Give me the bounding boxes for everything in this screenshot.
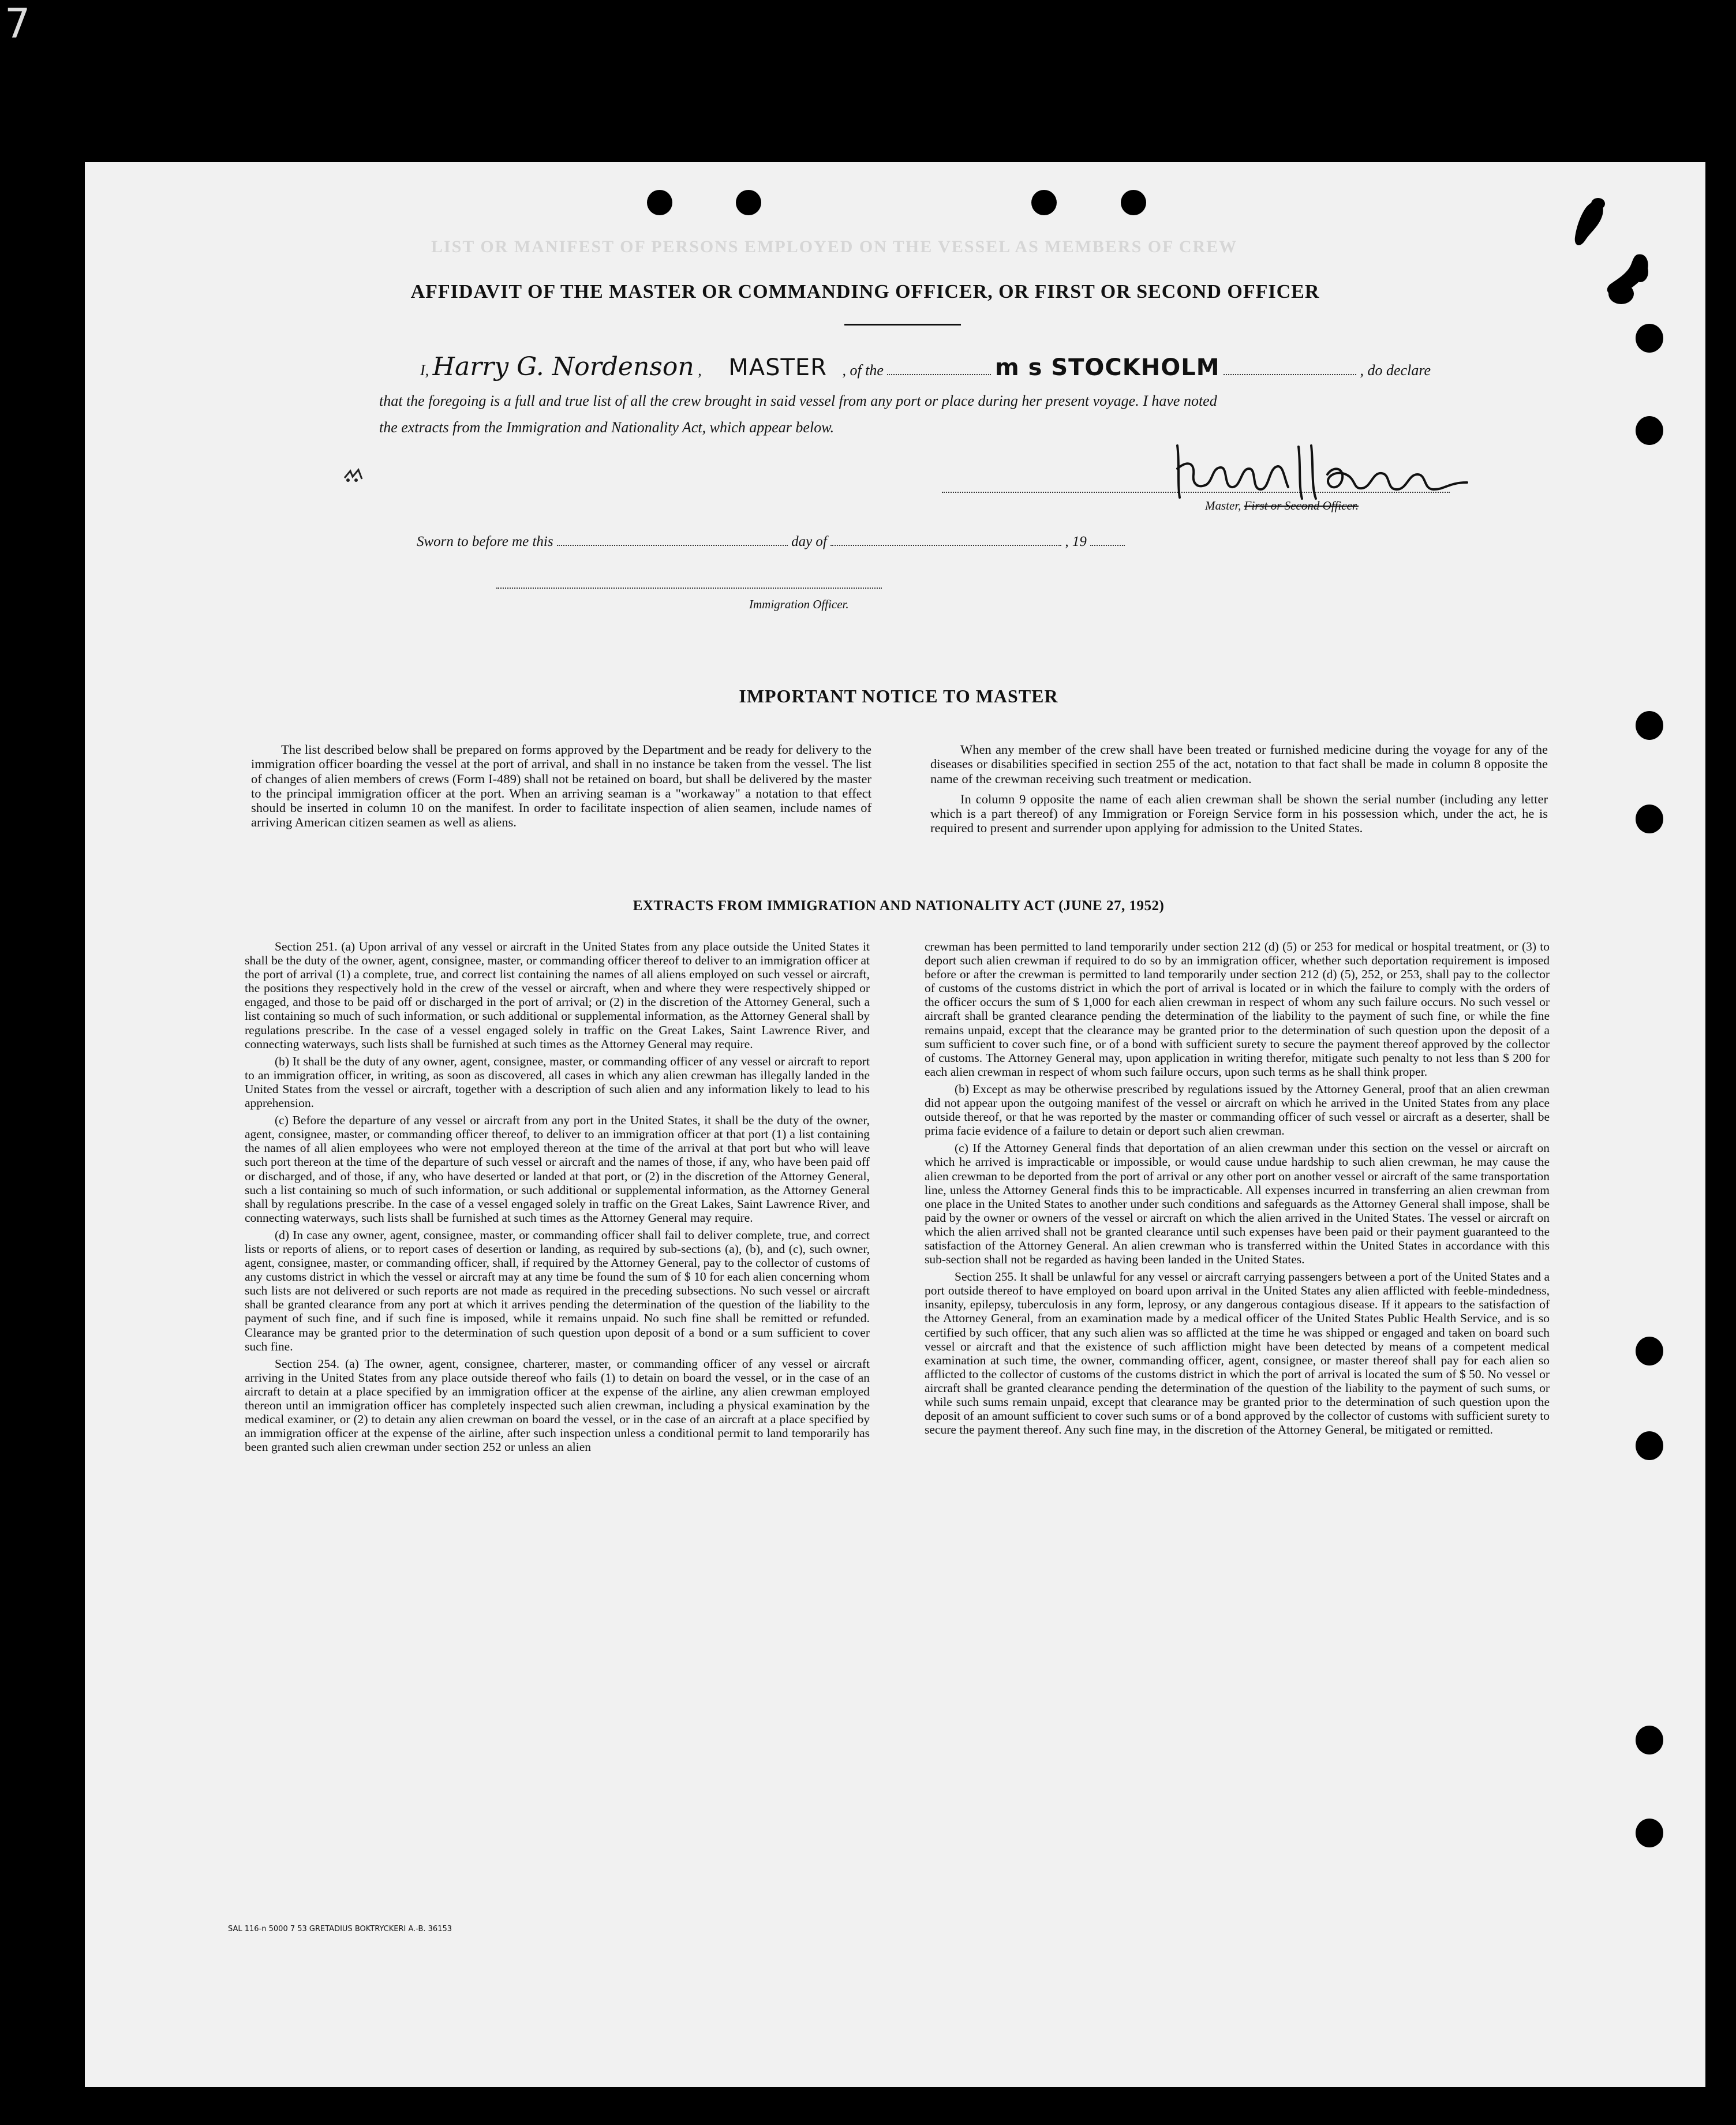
section-251d: (d) In case any owner, agent, consignee, master, or commanding officer shall fail to deliver complete, true, and correct lists or reports of aliens, or to report cases of desertion or landing, as required by sub-sections (a), (b), and (c), such owner, agent, consignee, master, or commanding officer, shall, if required by the Attorney General, pay to the collector of customs of any customs district in which the vessel or aircraft may at any time be found the sum of $ 10 for each alien concerning whom such lists are not delivered or such reports are not made as required in the preceding subsections. No such vessel or aircraft shall be granted clearance from any port at which it arrives pending the determination of the question of the liability to the payment of such fine, and if such fine is imposed, while it remains unpaid. No such fine shall be remitted or refunded. Clearance may be granted prior to the determination of such question upon deposit of a bond or a sum sufficient to cover such fine. <box>245 1228 870 1353</box>
sworn-day: day of <box>791 534 827 549</box>
officer-signature-line <box>496 588 882 589</box>
caption-master: Master, <box>1205 499 1241 512</box>
notice-left: The list described below shall be prepared on forms approved by the Department and be ready for delivery to the immigration officer boarding the vessel at the port of arrival, and shall in no instance be taken from the vessel. The list of changes of alien members of crews (Form I-489) shall not be retained on board, but shall be delivered by the master to the principal immigration officer at the port. When an arriving seaman is a "workaway" a notation to that effect should be inserted in column 10 on the manifest. In order to facilitate inspection of alien seamen, include names of arriving American citizen seamen as well as aliens. <box>251 742 871 830</box>
punch-hole <box>1636 1726 1663 1754</box>
notice-right: When any member of the crew shall have been treated or furnished medicine during the voyage for any of the diseases or disabilities specified in section 255 of the act, notation to that fact shall be made in column 8 opposite the name of the crewman receiving such treatment or medication. In column 9 opposite the name of each alien crewman shall be shown the serial number (including any letter which is a part thereof) of any Immigration or Foreign Service form in his possession which, under the act, he is required to present and surrender upon applying for admission to the United States. <box>930 742 1548 836</box>
rank: MASTER <box>728 354 827 381</box>
declaration-prefix: I, <box>420 362 429 379</box>
section-254c: (c) If the Attorney General finds that deportation of an alien crewman under this section on the vessel or aircraft on which he arrived is impracticable or impossible, or would cause undue hardship to such alien crewman, he may cause the alien crewman to be deported from the port of arrival or any other port on another vessel or aircraft of the same transportation line, unless the Attorney General finds this to be impracticable. All expenses incurred in transferring an alien crewman from one place in the United States to another under such conditions and safeguards as the Attorney General shall impose, shall be paid by the owner or owners of the vessel or aircraft on which the alien arrived in the United States. The vessel or aircraft on which the alien arrived shall not be granted clearance until such expenses have been paid or their payment guaranteed to the satisfaction of the Attorney General. An alien crewman who is transferred within the United States in accordance with this sub-section shall not be regarded as having been landed in the United States. <box>925 1141 1550 1267</box>
punch-hole <box>1636 1431 1663 1460</box>
immigration-officer-caption: Immigration Officer. <box>749 597 849 611</box>
extracts-title: EXTRACTS FROM IMMIGRATION AND NATIONALITY ACT (JUNE 27, 1952) <box>633 898 1165 914</box>
form-footer: SAL 116-n 5000 7 53 GRETADIUS BOKTRYCKERI A.-B. 36153 <box>228 1925 452 1933</box>
sworn-prefix: Sworn to before me this <box>417 534 553 549</box>
punch-hole <box>647 190 672 215</box>
title-rule <box>844 324 961 326</box>
punch-hole <box>1636 1819 1663 1847</box>
punch-hole <box>1636 1337 1663 1365</box>
faded-header: LIST OR MANIFEST OF PERSONS EMPLOYED ON THE VESSEL AS MEMBERS OF CREW <box>431 237 1238 256</box>
extracts-left-column <box>245 940 870 1457</box>
corner-mark: 7 <box>5 0 31 47</box>
section-254a: Section 254. (a) The owner, agent, consignee, charterer, master, or commanding officer of any vessel or aircraft arriving in the United States from any place outside thereof who fails (1) to detain on board the vessel, or in the case of an aircraft to detain at a place specified by an immigration officer at the expense of the airline, any alien crewman employed thereon until an immigration officer has completely inspected such alien crewman, including a physical examination by the medical examiner, or (2) to detain any alien crewman on board the vessel, or in the case of an aircraft at a place specified by an immigration officer at the expense of the airline, after such inspection unless a conditional permit to land temporarily has been granted such alien crewman under section 252 or unless an alien <box>245 1356 870 1454</box>
punch-hole <box>736 190 761 215</box>
punch-hole <box>1636 805 1663 833</box>
do-declare: , do declare <box>1360 362 1431 379</box>
section-255: Section 255. It shall be unlawful for any vessel or aircraft carrying passengers between a port of the United States and a port outside thereof to have employed on board upon arrival in the United States any alien afflicted with feeble-mindedness, insanity, epilepsy, tuberculosis in any form, leprosy, or any dangerous contagious disease. If it appears to the satisfaction of the Attorney General, from an examination made by a medical officer of the United States Public Health Service, and is so certified by such officer, that any such alien was so afflicted at the time he was shipped or engaged and taken on board such vessel or aircraft and that the existence of such affliction might have been detected by means of a competent medical examination at such time, the owner, commanding officer, agent, consignee, or master thereof shall pay for each alien so afflicted to the collector of customs of the customs district in which the port of arrival is located the sum of $ 50. No vessel or aircraft shall be granted clearance pending the determination of the question of the liability to the payment of such sums, or while such sums remain unpaid, except that clearance may be granted prior to the determination of such question upon the deposit of an amount sufficient to cover such sums or of a bond approved by the collector of customs with sufficient surety to secure the payment thereof. Any such fine may, in the discretion of the Attorney General, be mitigated or remitted. <box>925 1270 1550 1437</box>
punch-hole <box>1636 711 1663 740</box>
declaration-line-3: the extracts from the Immigration and Nationality Act, which appear below. <box>379 419 835 436</box>
section-251c: (c) Before the departure of any vessel or aircraft from any port in the United States, it shall be the duty of the owner, agent, consignee, master, or commanding officer thereof, to deliver to an immigration officer at that port (1) a list containing the names of all alien employees who were not employed thereon at the time of the arrival at that port but who will leave such port thereon at the time of the departure of such vessel or aircraft and the names of those, if any, who have been paid off or discharged, and of those, if any, who have deserted or landed at that port, or (2) in the discretion of the Attorney General, such a list containing so much of such information, or such additional or supplemental information, as the Attorney General shall by regulations prescribe. In the case of a vessel engaged solely in traffic on the Great Lakes, Saint Lawrence River, and connecting waterways, such lists shall be furnished at such times as the Attorney General may require. <box>245 1113 870 1225</box>
notice-title: IMPORTANT NOTICE TO MASTER <box>739 686 1058 706</box>
master-signature <box>1160 434 1472 509</box>
section-254b: (b) Except as may be otherwise prescribed by regulations issued by the Attorney General, proof that an alien crewman did not appear upon the outgoing manifest of the vessel or aircraft on which he arrived in the United States from any place outside thereof, or that he was reported by the master or commanding officer of such vessel or aircraft as a deserter, shall be prima facie evidence of a failure to detain or deport such alien crewman. <box>925 1082 1550 1138</box>
signature-caption <box>1205 499 1359 513</box>
ink-mark <box>342 466 365 484</box>
section-254a-cont: crewman has been permitted to land temporarily under section 212 (d) (5) or 253 for medical or hospital treatment, or (3) to deport such alien crewman if required to do so by an immigration officer, whether such deportation requirement is imposed before or after the crewman is permitted to land temporarily under section 212 (d) (5), 252, or 253, shall pay to the collector of customs of the customs district in which the port of arrival is located or in which the failure to comply with the orders of the officer occurs the sum of $ 1,000 for each alien crewman in respect of whom any such failure occurs. No such vessel or aircraft shall be granted clearance pending the determination of the liability to the payment of such fine, or while the fine remains unpaid, except that the clearance may be granted prior to the determination of such question upon the deposit of a sum sufficient to cover such fine, or of a bond with sufficient surety to secure the payment thereof approved by the collector of customs. The Attorney General may, upon application in writing therefor, mitigate such penalty to not less than $ 200 for each alien crewman in respect of whom such failure occurs, upon such terms as he shall think proper. <box>925 940 1550 1079</box>
section-251b: (b) It shall be the duty of any owner, agent, consignee, master, or commanding officer of any vessel or aircraft to report to an immigration officer, in writing, as soon as discovered, all cases in which any alien crewman has illegally landed in the United States from the vessel or aircraft, together with a description of such alien and any information likely to lead to his apprehension. <box>245 1054 870 1110</box>
caption-officer-struck: First or Second Officer. <box>1244 499 1359 512</box>
punch-hole <box>1636 416 1663 445</box>
affidavit-title: AFFIDAVIT OF THE MASTER OR COMMANDING OFFICER, OR FIRST OR SECOND OFFICER <box>410 281 1320 302</box>
extracts-right-column <box>925 940 1550 1440</box>
master-name: Harry G. Nordenson <box>432 352 694 381</box>
of-the: , of the <box>842 362 884 379</box>
vessel-name: m s STOCKHOLM <box>994 354 1220 381</box>
sworn-line <box>417 534 1125 550</box>
section-251a: Section 251. (a) Upon arrival of any vessel or aircraft in the United States from any place outside the United States it shall be the duty of the owner, agent, consignee, master, or commanding officer thereof to deliver to an immigration officer at the port of arrival (1) a complete, true, and correct list containing the names of all aliens employed on such vessel or aircraft, the positions they respectively hold in the crew of the vessel or aircraft, when and where they were respectively shipped or engaged, and those to be paid off or discharged in the port of arrival; or (2) in the discretion of the Attorney General, such a list containing so much of such information, or such additional or supplemental information, as the Attorney General shall by regulations prescribe. In the case of a vessel engaged solely in traffic on the Great Lakes, Saint Lawrence River, and connecting waterways, such lists shall be furnished at such times as the Attorney General may require. <box>245 940 870 1051</box>
declaration-line-1: I, Harry G. Nordenson , MASTER , of the m s STOCKHOLM , do declare <box>420 352 1431 381</box>
ink-stain <box>1551 191 1666 330</box>
sworn-year: , 19 <box>1065 534 1087 549</box>
punch-hole <box>1121 190 1146 215</box>
punch-hole <box>1031 190 1057 215</box>
declaration-line-2: that the foregoing is a full and true list of all the crew brought in said vessel from any port or place during her present voyage. I have noted <box>379 392 1217 409</box>
